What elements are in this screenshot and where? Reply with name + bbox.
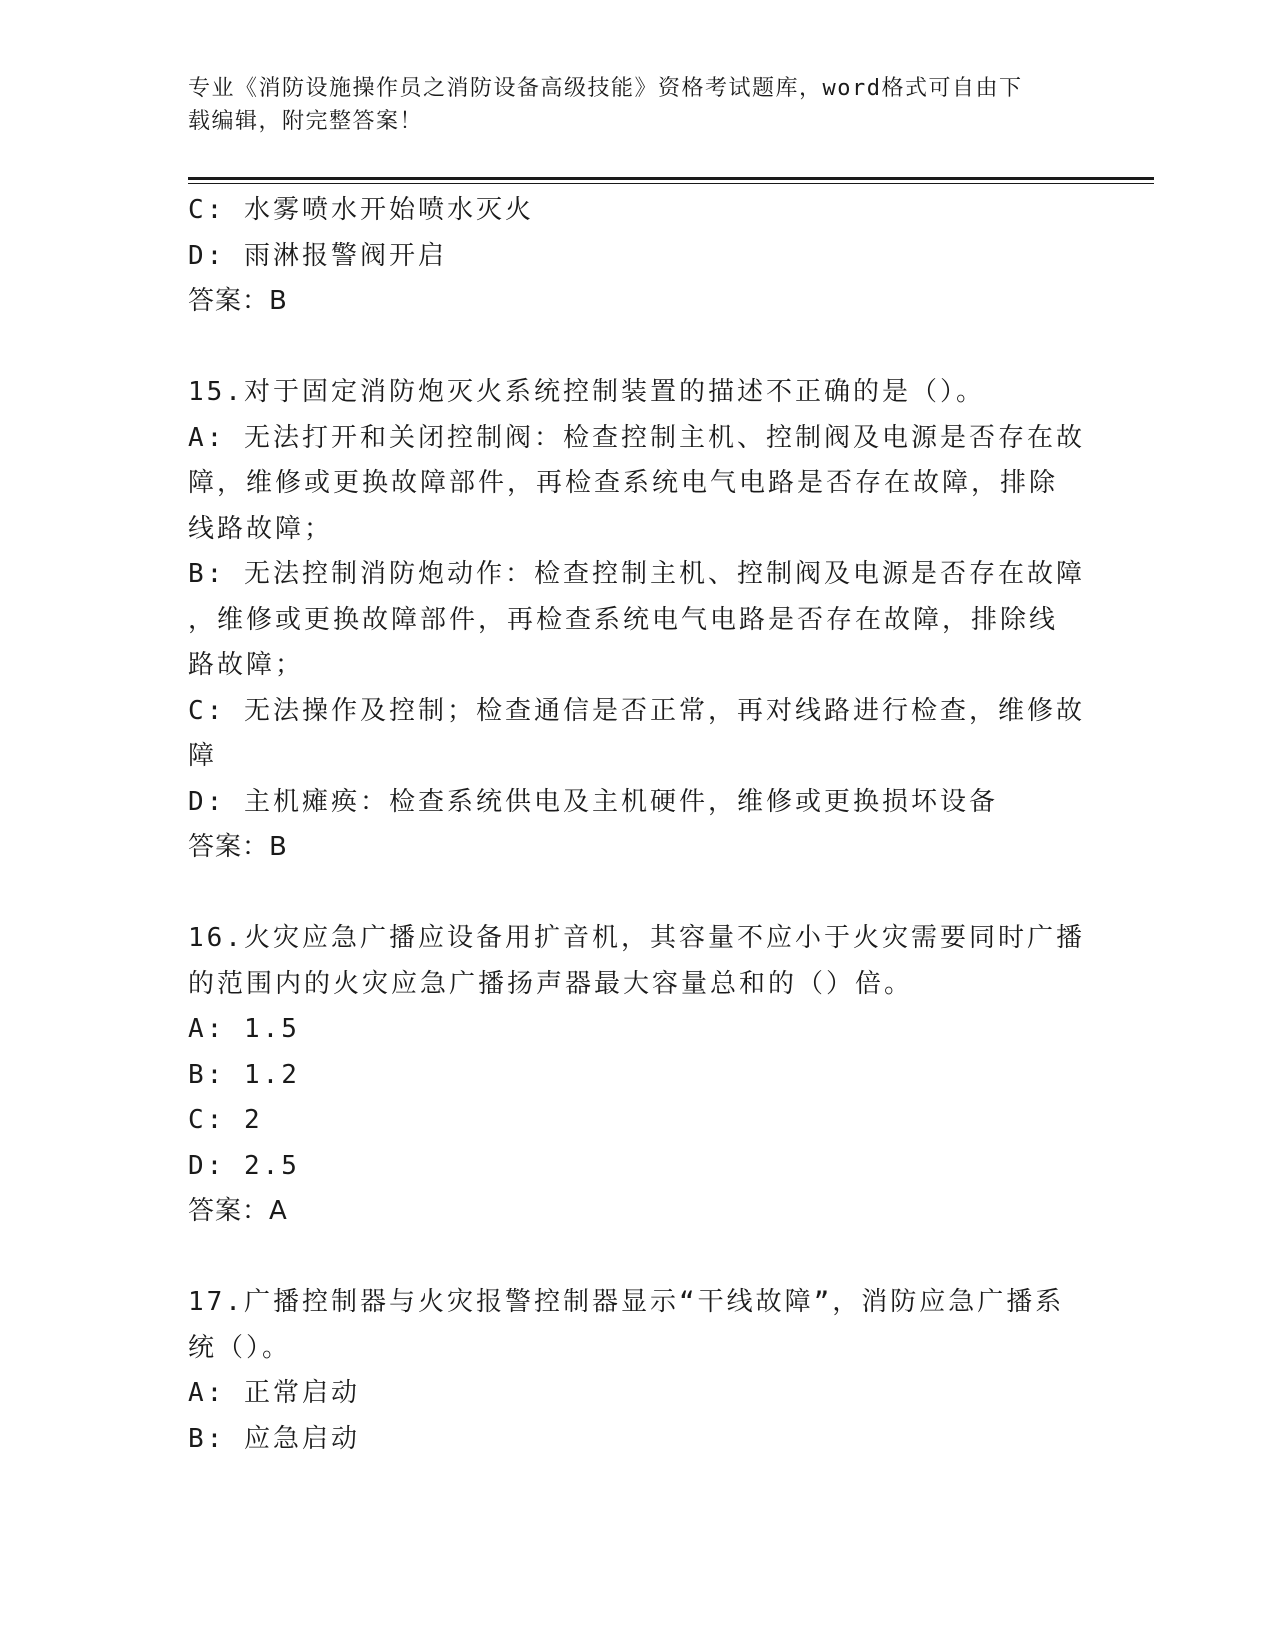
- question-stem: 16.火灾应急广播应设备用扩音机，其容量不应小于火灾需要同时广播: [188, 923, 1085, 953]
- option-b: B: 1.2: [188, 1059, 300, 1090]
- question-15: [188, 370, 1085, 871]
- option-b-cont: ，维修或更换故障部件，再检查系统电气电路是否存在故障，排除线: [188, 604, 1059, 635]
- spacer: [188, 871, 1078, 917]
- answer-line: 答案：A: [188, 1196, 288, 1226]
- answer-line: 答案：B: [188, 832, 288, 862]
- question-stem-cont: 统（）。: [188, 1332, 292, 1363]
- option-c-cont: 障: [188, 741, 218, 771]
- header-line: 专业《消防设施操作员之消防设备高级技能》资格考试题库，word格式可自由下: [188, 76, 1023, 101]
- option-a: A: 无法打开和关闭控制阀：检查控制主机、控制阀及电源是否存在故: [188, 422, 1085, 453]
- option-c: C: 水雾喷水开始喷水灭火: [188, 195, 534, 225]
- question-content: [188, 188, 1085, 1462]
- question-stem-cont: 的范围内的火灾应急广播扬声器最大容量总和的（）倍。: [188, 968, 914, 999]
- option-d: D: 主机瘫痪：检查系统供电及主机硬件，维修或更换损坏设备: [188, 786, 998, 817]
- spacer: [188, 325, 1078, 371]
- header-divider-thick: [188, 177, 1154, 180]
- question-stem: 15.对于固定消防炮灭火系统控制装置的描述不正确的是（）。: [188, 377, 985, 407]
- option-a: A: 1.5: [188, 1014, 300, 1044]
- spacer: [188, 1235, 1078, 1281]
- question-16: [188, 916, 1085, 1235]
- header-divider-thin: [188, 183, 1154, 184]
- option-a-cont: 障，维修或更换故障部件，再检查系统电气电路是否存在故障，排除: [188, 468, 1059, 498]
- answer-line: 答案：B: [188, 286, 288, 316]
- option-b: B: 应急启动: [188, 1423, 360, 1454]
- option-c: C: 2: [188, 1105, 263, 1135]
- option-a-cont: 线路故障；: [188, 513, 334, 544]
- option-d: D: 雨淋报警阀开启: [188, 240, 447, 271]
- option-b-cont: 路故障；: [188, 650, 305, 680]
- header-line: 载编辑，附完整答案！: [188, 109, 424, 134]
- option-c: C: 无法操作及控制；检查通信是否正常，再对线路进行检查，维修故: [188, 695, 1085, 726]
- option-d: D: 2.5: [188, 1150, 300, 1181]
- document-header: [188, 72, 1078, 138]
- option-b: B: 无法控制消防炮动作：检查控制主机、控制阀及电源是否存在故障: [188, 559, 1085, 589]
- question-14-tail: [188, 188, 1078, 325]
- option-a: A: 正常启动: [188, 1378, 360, 1408]
- question-17: [188, 1280, 1078, 1462]
- question-stem: 17.广播控制器与火灾报警控制器显示“干线故障”，消防应急广播系: [188, 1287, 1065, 1317]
